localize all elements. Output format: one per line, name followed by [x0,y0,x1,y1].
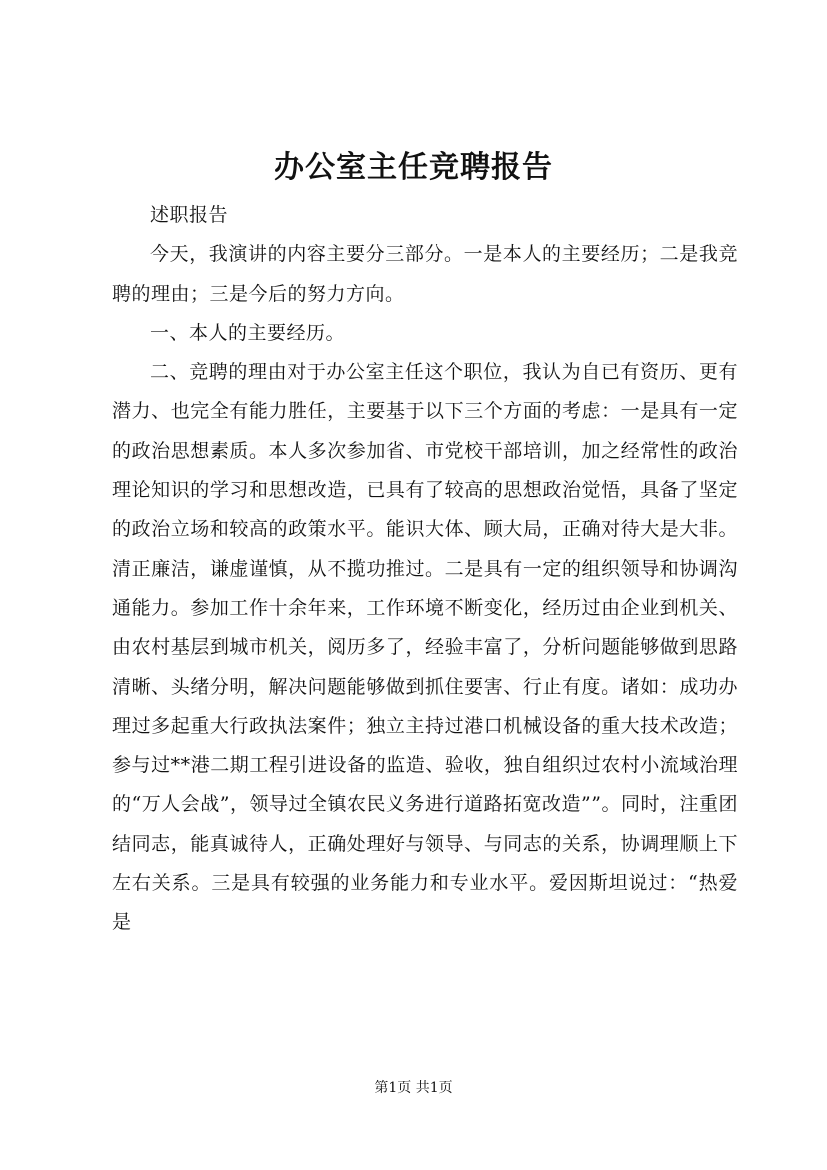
paragraph-section-one: 一、本人的主要经历。 [150,321,346,344]
paragraph-section-two: 二、竞聘的理由对于办公室主任这个职位，我认为自已有资历、更有潜力、也完全有能力胜任，主要基于以下三个方面的考虑：一是具有一定的政治思想素质。本人多次参加省、市党校干部培训，加之经常性的政治理论知识的学习和思想改造，已具有了较高的思想政治觉悟，具备了坚定的政治立场和较高的政策水平。能识大体、顾大局，正确对待大是大非。清正廉洁，谦虚谨慎，从不揽功推过。二是具有一定的组织领导和协调沟通能力。参加工作十余年来，工作环境不断变化，经历过由企业到机关、由农村基层到城市机关，阅历多了，经验丰富了，分析问题能够做到思路清晰、头绪分明，解决问题能够做到抓住要害、行止有度。诸如：成功办理过多起重大行政执法案件；独立主持过港口机械设备的重大技术改造；参与过**港二期工程引进设备的监造、验收，独自组织过农村小流域治理的“万人会战”，领导过全镇农民义务进行道路拓宽改造””。同时，注重团结同志，能真诚待人，正确处理好与领导、与同志的关系，协调理顺上下左右关系。三是具有较强的业务能力和专业水平。爱因斯坦说过：“热爱是 [112,361,738,934]
paragraph-subtitle: 述职报告 [150,204,229,226]
document-body [112,196,738,943]
paragraph-intro: 今天，我演讲的内容主要分三部分。一是本人的主要经历；二是我竞聘的理由；三是今后的努力方向。 [112,243,738,305]
document-title: 办公室主任竞聘报告 [274,150,553,185]
page-number: 第1页 共1页 [374,1080,453,1096]
